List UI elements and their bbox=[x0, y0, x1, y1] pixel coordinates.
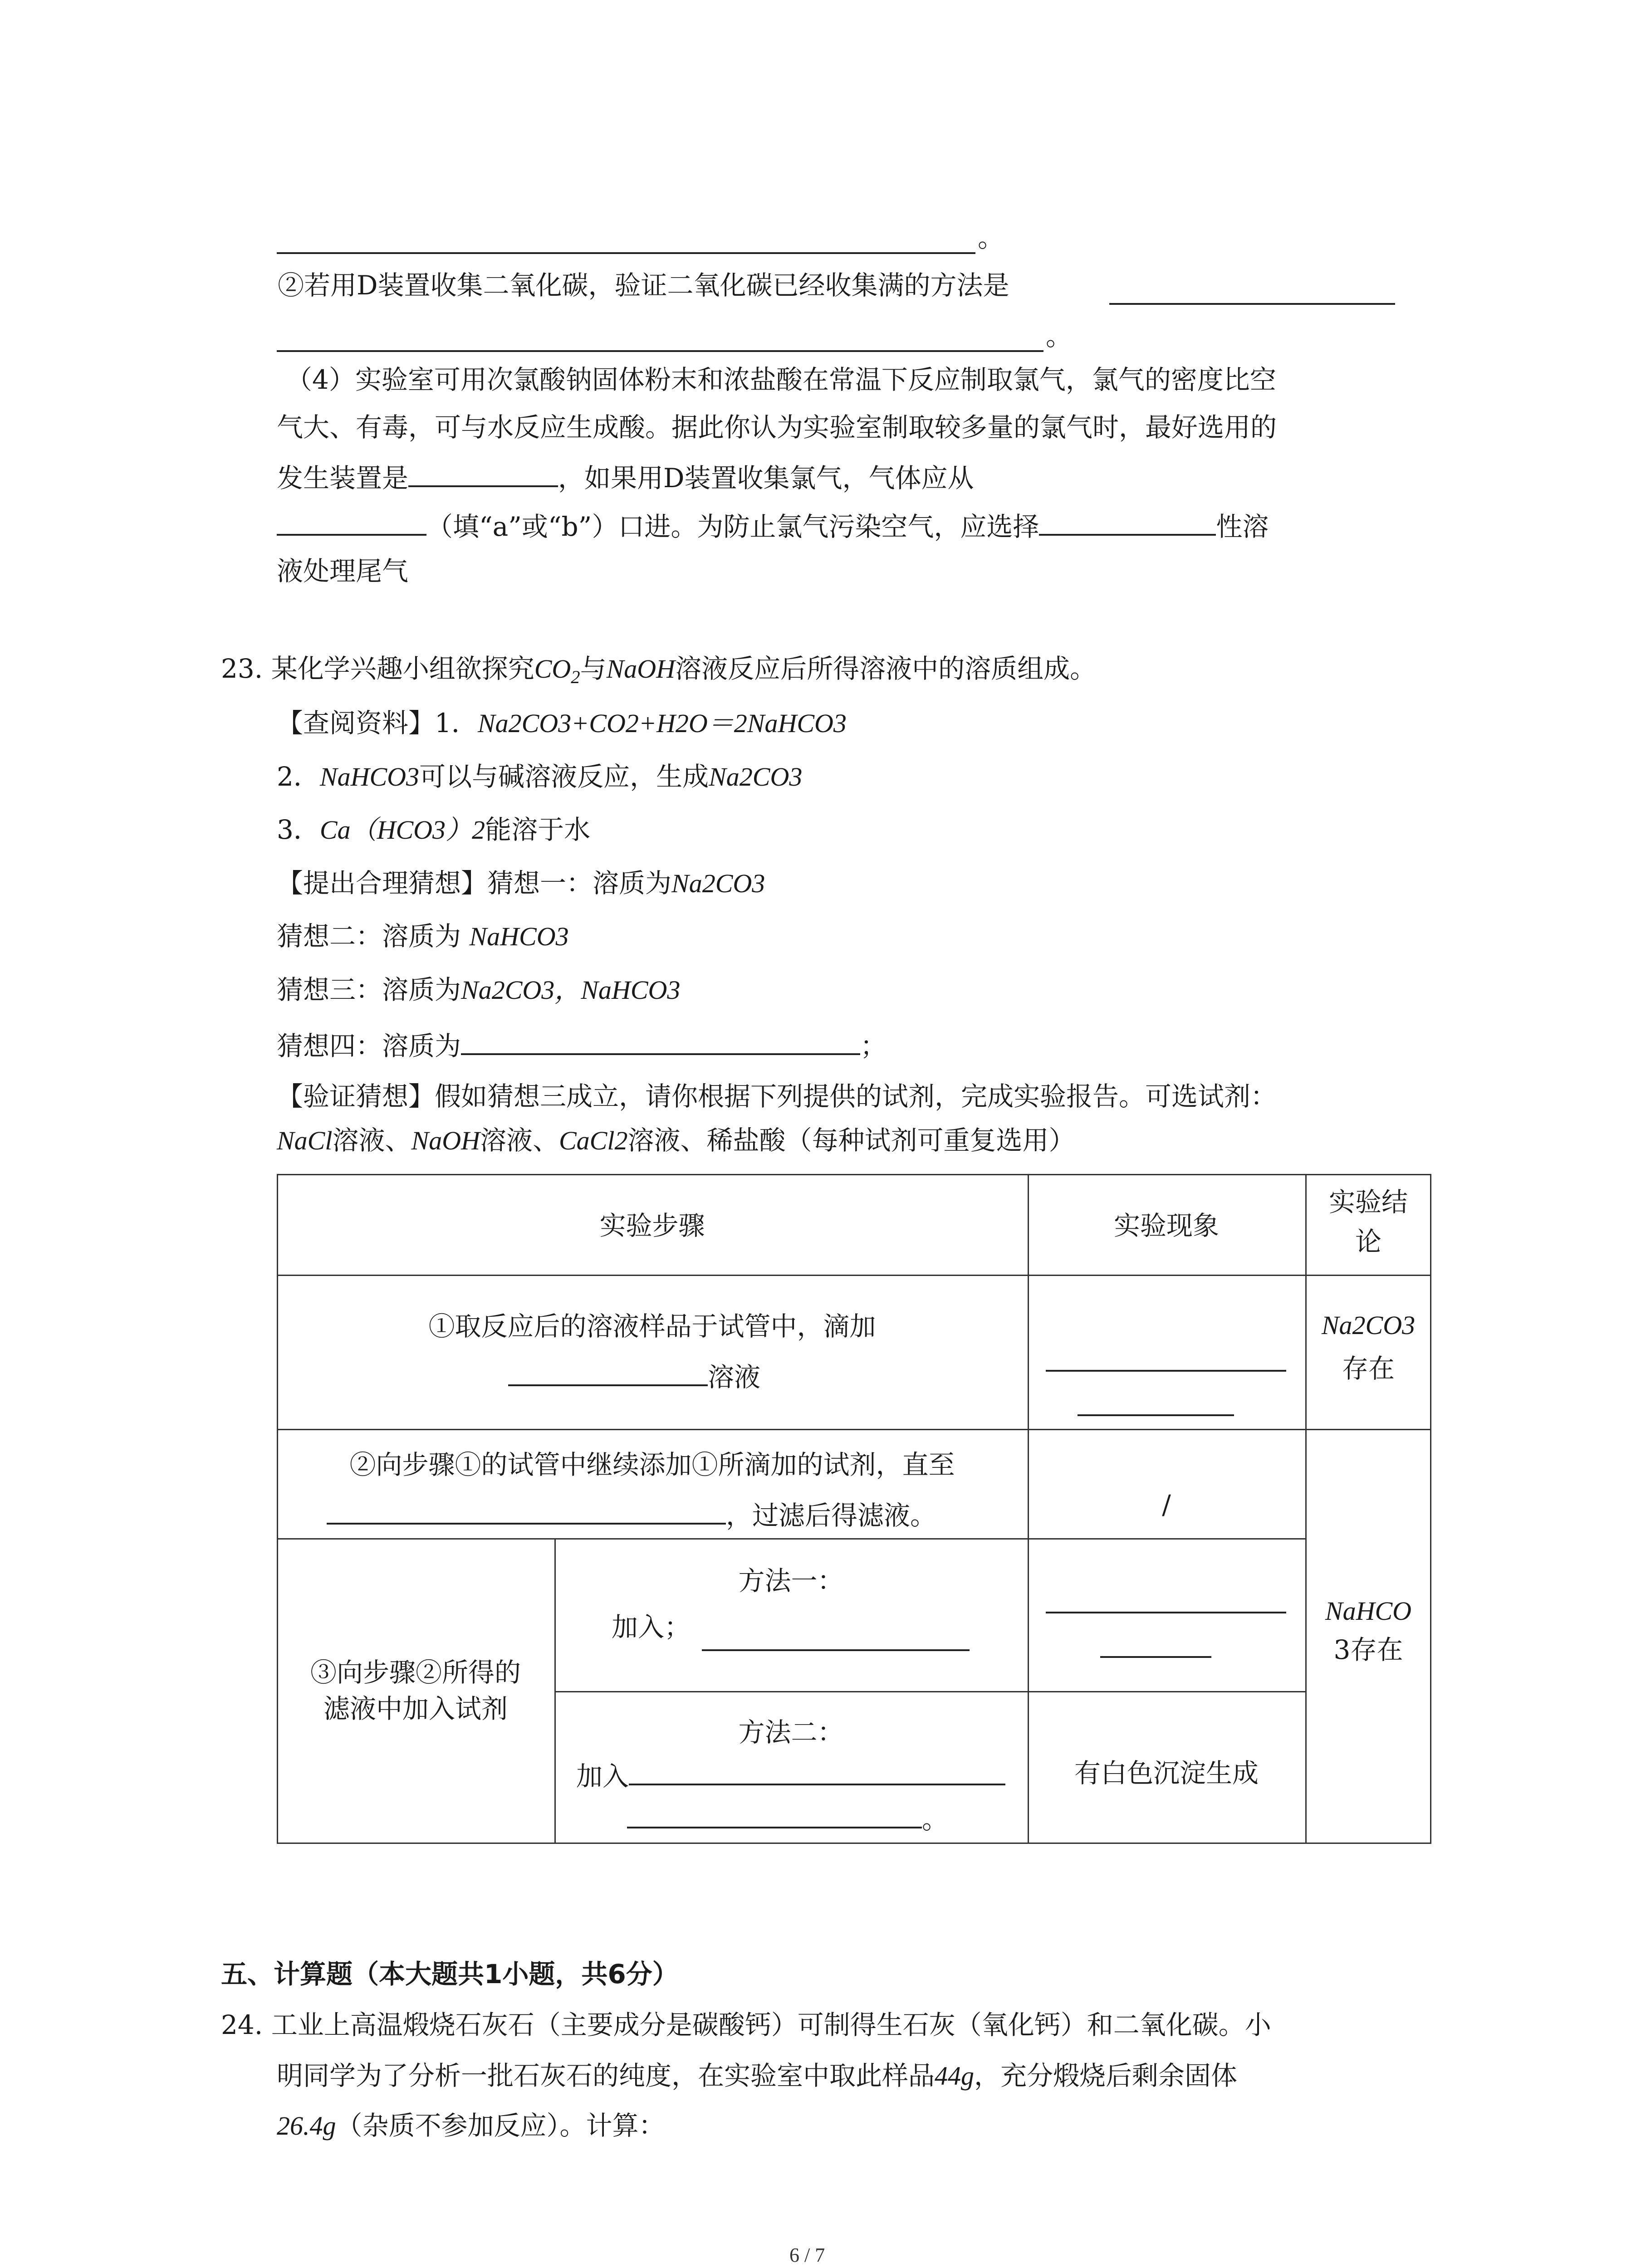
answer-blank[interactable] bbox=[1078, 1414, 1234, 1416]
reference-1: 【查阅资料】1．Na2CO3+CO2+H2O＝2NaHCO3 bbox=[277, 708, 847, 738]
answer-blank[interactable] bbox=[1046, 1612, 1286, 1613]
method-1-title: 方法一： bbox=[738, 1565, 844, 1596]
text-line: 。 bbox=[1046, 321, 1073, 352]
table-border bbox=[277, 1275, 1431, 1276]
question-24-line-3: 26.4g（杂质不参加反应）。计算： bbox=[277, 2110, 665, 2141]
header-steps: 实验步骤 bbox=[599, 1210, 705, 1241]
method-1-add: 加入； bbox=[612, 1612, 691, 1642]
section-title: 五、计算题（本大题共1小题，共6分） bbox=[221, 1959, 679, 1989]
question-23: 23. 某化学兴趣小组欲探究$CO_2$与NaOH溶液反应后所得溶液中的溶质组成。 bbox=[221, 653, 1097, 688]
method-2-observation: 有白色沉淀生成 bbox=[1074, 1758, 1259, 1789]
guess-1: 【提出合理猜想】猜想一：溶质为Na2CO3 bbox=[277, 868, 765, 899]
row2-observation: / bbox=[1162, 1489, 1171, 1520]
answer-blank[interactable] bbox=[277, 350, 1043, 352]
answer-blank[interactable] bbox=[277, 510, 426, 536]
answer-blank[interactable] bbox=[461, 1030, 860, 1055]
answer-blank[interactable] bbox=[627, 1803, 922, 1828]
answer-blank[interactable] bbox=[508, 1361, 708, 1386]
question-24-line-2: 明同学为了分析一批石灰石的纯度，在实验室中取此样品44g，充分煅烧后剩余固体 bbox=[277, 2060, 1238, 2091]
answer-blank[interactable] bbox=[327, 1499, 726, 1525]
row1-conclusion: Na2CO3 bbox=[1321, 1310, 1416, 1340]
answer-blank[interactable] bbox=[277, 252, 975, 254]
row1-conclusion-2: 存在 bbox=[1342, 1353, 1395, 1384]
row2-step-2: ，过滤后得滤液。 bbox=[327, 1499, 936, 1529]
text-line: 。 bbox=[978, 222, 1004, 253]
row3-conclusion: NaHCO bbox=[1325, 1596, 1412, 1626]
text-line: 发生装置是 ，如果用D装置收集氯气，气体应从 bbox=[277, 462, 974, 491]
text-line: ②若用D装置收集二氧化碳，验证二氧化碳已经收集满的方法是 bbox=[278, 270, 1009, 301]
text-line: 气大、有毒，可与水反应生成酸。据此你认为实验室制取较多量的氯气时，最好选用的 bbox=[277, 412, 1277, 443]
header-observation: 实验现象 bbox=[1113, 1210, 1219, 1241]
row1-step: ①取反应后的溶液样品于试管中，滴加 bbox=[428, 1311, 876, 1342]
row3-conclusion-2: 3存在 bbox=[1333, 1634, 1403, 1665]
text-line: 液处理尾气 bbox=[277, 556, 409, 587]
reference-3: 3．Ca（HCO3）2能溶于水 bbox=[277, 814, 591, 845]
header-conclusion-2: 论 bbox=[1355, 1226, 1381, 1257]
guess-2: 猜想二：溶质为 NaHCO3 bbox=[277, 921, 569, 952]
row2-step: ②向步骤①的试管中继续添加①所滴加的试剂，直至 bbox=[349, 1449, 955, 1480]
method-2-title: 方法二： bbox=[738, 1717, 844, 1748]
table-border bbox=[554, 1691, 1307, 1692]
guess-4: 猜想四：溶质为 ； bbox=[277, 1030, 887, 1059]
row1-step-2: 溶液 bbox=[508, 1361, 760, 1390]
answer-blank[interactable] bbox=[408, 462, 558, 487]
table-border bbox=[277, 1843, 1431, 1844]
table-border bbox=[277, 1174, 1431, 1175]
header-conclusion: 实验结 bbox=[1328, 1187, 1408, 1217]
table-border bbox=[277, 1538, 1307, 1540]
answer-blank[interactable] bbox=[1039, 510, 1216, 536]
answer-blank[interactable] bbox=[1046, 1370, 1286, 1372]
guess-3: 猜想三：溶质为Na2CO3，NaHCO3 bbox=[277, 974, 681, 1005]
answer-blank[interactable] bbox=[629, 1760, 1005, 1785]
table-border bbox=[277, 1429, 1431, 1430]
method-2-add: 加入 bbox=[576, 1760, 1005, 1789]
answer-blank[interactable] bbox=[1100, 1656, 1211, 1658]
answer-blank[interactable] bbox=[1109, 303, 1395, 305]
method-2-add-2: 。 bbox=[627, 1803, 948, 1833]
verify-line-2: NaCl溶液、NaOH溶液、CaCl2溶液、稀盐酸（每种试剂可重复选用） bbox=[277, 1125, 1075, 1156]
page-number: 6 / 7 bbox=[789, 2244, 825, 2266]
reference-2: 2．NaHCO3可以与碱溶液反应，生成Na2CO3 bbox=[277, 761, 803, 792]
question-24: 24. 工业上高温煅烧石灰石（主要成分是碳酸钙）可制得生石灰（氧化钙）和二氧化碳。小 bbox=[221, 2009, 1271, 2040]
answer-blank[interactable] bbox=[702, 1649, 970, 1651]
row3-step-2: 滤液中加入试剂 bbox=[323, 1693, 508, 1724]
text-line: （填“a”或“b”）口进。为防止氯气污染空气，应选择 性溶 bbox=[277, 510, 1269, 540]
verify-line-1: 【验证猜想】假如猜想三成立，请你根据下列提供的试剂，完成实验报告。可选试剂： bbox=[277, 1081, 1277, 1112]
row3-step: ③向步骤②所得的 bbox=[310, 1657, 521, 1688]
experiment-table bbox=[277, 1174, 1431, 1844]
text-line: （4）实验室可用次氯酸钠固体粉末和浓盐酸在常温下反应制取氯气，氯气的密度比空 bbox=[286, 364, 1276, 395]
